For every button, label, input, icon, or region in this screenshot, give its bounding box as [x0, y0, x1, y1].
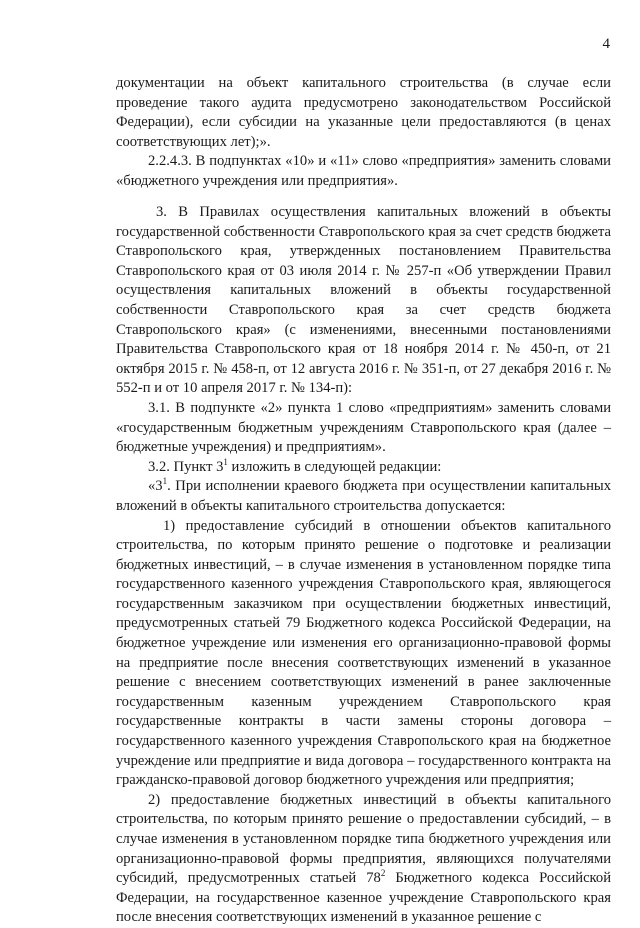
list-item-2: 2) предоставление бюджетных инвестиций в объекты капитального строительства, по которым принято решение о предоставлении субсидий, – в случае изменения в установленном порядке типа бюджетного учреждения или организационно-правовой формы предприятия, являющихся получателями субсидий, предусмотренных статьей $78^2$ Бюджетного кодекса Российской Федерации, на государственное казенное учреждение Ставропольского края после внесения соответствующих изменений в указанное решение с — [116, 791, 612, 926]
paragraph-2-2-4-3: 2.2.4.3. В подпунктах «10» и «11» слово «предприятия» заменить словами «бюджетного учреждения или предприятия». — [116, 153, 611, 189]
text-block-top — [116, 74, 611, 192]
list-item-1: 1) предоставление субсидий в отношении объектов капитального строительства, по которым принято решение о подготовке и реализации бюджетных инвестиций, – в случае изменения в установленном порядке типа государственного казенного учреждения Ставропольского края, являющегося государственным заказчиком при осуществлении бюджетных инвестиций, предусмотренных статьей 79 Бюджетного кодекса Российской Федерации, на бюджетное учреждение или изменения его организационно-правовой формы на предприятие после внесения соответствующих изменений в указанное решение с внесением соответствующих изменений в ранее заключенные государственным казенным учреждением Ставропольского края государственные контракты в части замены стороны договора – государственного казенного учреждения Ставропольского края на бюджетное учреждение или предприятие и вида договора – государственного контракта на гражданско-правовой договор бюджетного учреждения или предприятия; — [116, 517, 611, 789]
paragraph-continuation: документации на объект капитального строительства (в случае если проведение такого аудита предусмотрено законодательством Российской Федерации), если субсидии на указанные цели предоставляются (в ценах соответствующих лет);». — [116, 75, 611, 150]
paragraph-3-sup-1-text-end: . При исполнении краевого бюджета при осуществлении капитальных вложений в объекты капитального строительства допускается: — [116, 478, 611, 514]
paragraph-3-2-text-end: изложить в следующей редакции: — [227, 458, 442, 475]
text-block-main — [116, 203, 611, 928]
superscript: 1 — [223, 456, 228, 467]
superscript: 2 — [380, 868, 386, 879]
list-item-2-text: 2) предоставление бюджетных инвестиций в объекты капитального строительства, по которым принято решение о предоставлении субсидий, – в случае изменения в установленном порядке типа бюджетного учреждения или организационно-правовой формы предприятия, являющихся получателями субсидий, предусмотренных статьей — [116, 791, 611, 887]
page-number: 4 — [602, 36, 610, 52]
paragraph-3-sup-1 — [116, 477, 611, 516]
paragraph-3-1: 3.1. В подпункте «2» пункта 1 слово «предприятиям» заменить словами «государственным бюджетным учреждениям Ставропольского края (далее – бюджетные учреждения) и предприятиям». — [116, 399, 611, 456]
paragraph-3-2-text: 3.2. Пункт 3 — [148, 458, 224, 475]
superscript: 1 — [162, 476, 168, 487]
paragraph-3: 3. В Правилах осуществления капитальных вложений в объекты государственной собственности Ставропольского края за счет средств бюджета Ставропольского края, утвержденных постановлением Правительства Ставропольского края от 03 июля 2014 г. № 257-п «Об утверждении Правил осуществления капитальных вложений в объекты государственной собственности Ставропольского края за счет средств бюджета Ставропольского края» (с изменениями, внесенными постановлениями Правительства Ставропольского края от 18 ноября 2014 г. № 450-п, от 21 октября 2015 г. № 458-п, от 12 августа 2016 г. № 351-п, от 27 декабря 2016 г. № 552-п и от 10 апреля 2017 г. № 134-п): — [116, 204, 611, 397]
list-item-2-text-end: Бюджетного кодекса Российской Федерации, на государственное казенное учреждение Ставропольского края после внесения соответствующих изменений в указанное решение с — [116, 870, 612, 926]
paragraph-3-2 — [116, 458, 611, 478]
paragraph-3-sup-1-text: «3 — [148, 478, 163, 495]
